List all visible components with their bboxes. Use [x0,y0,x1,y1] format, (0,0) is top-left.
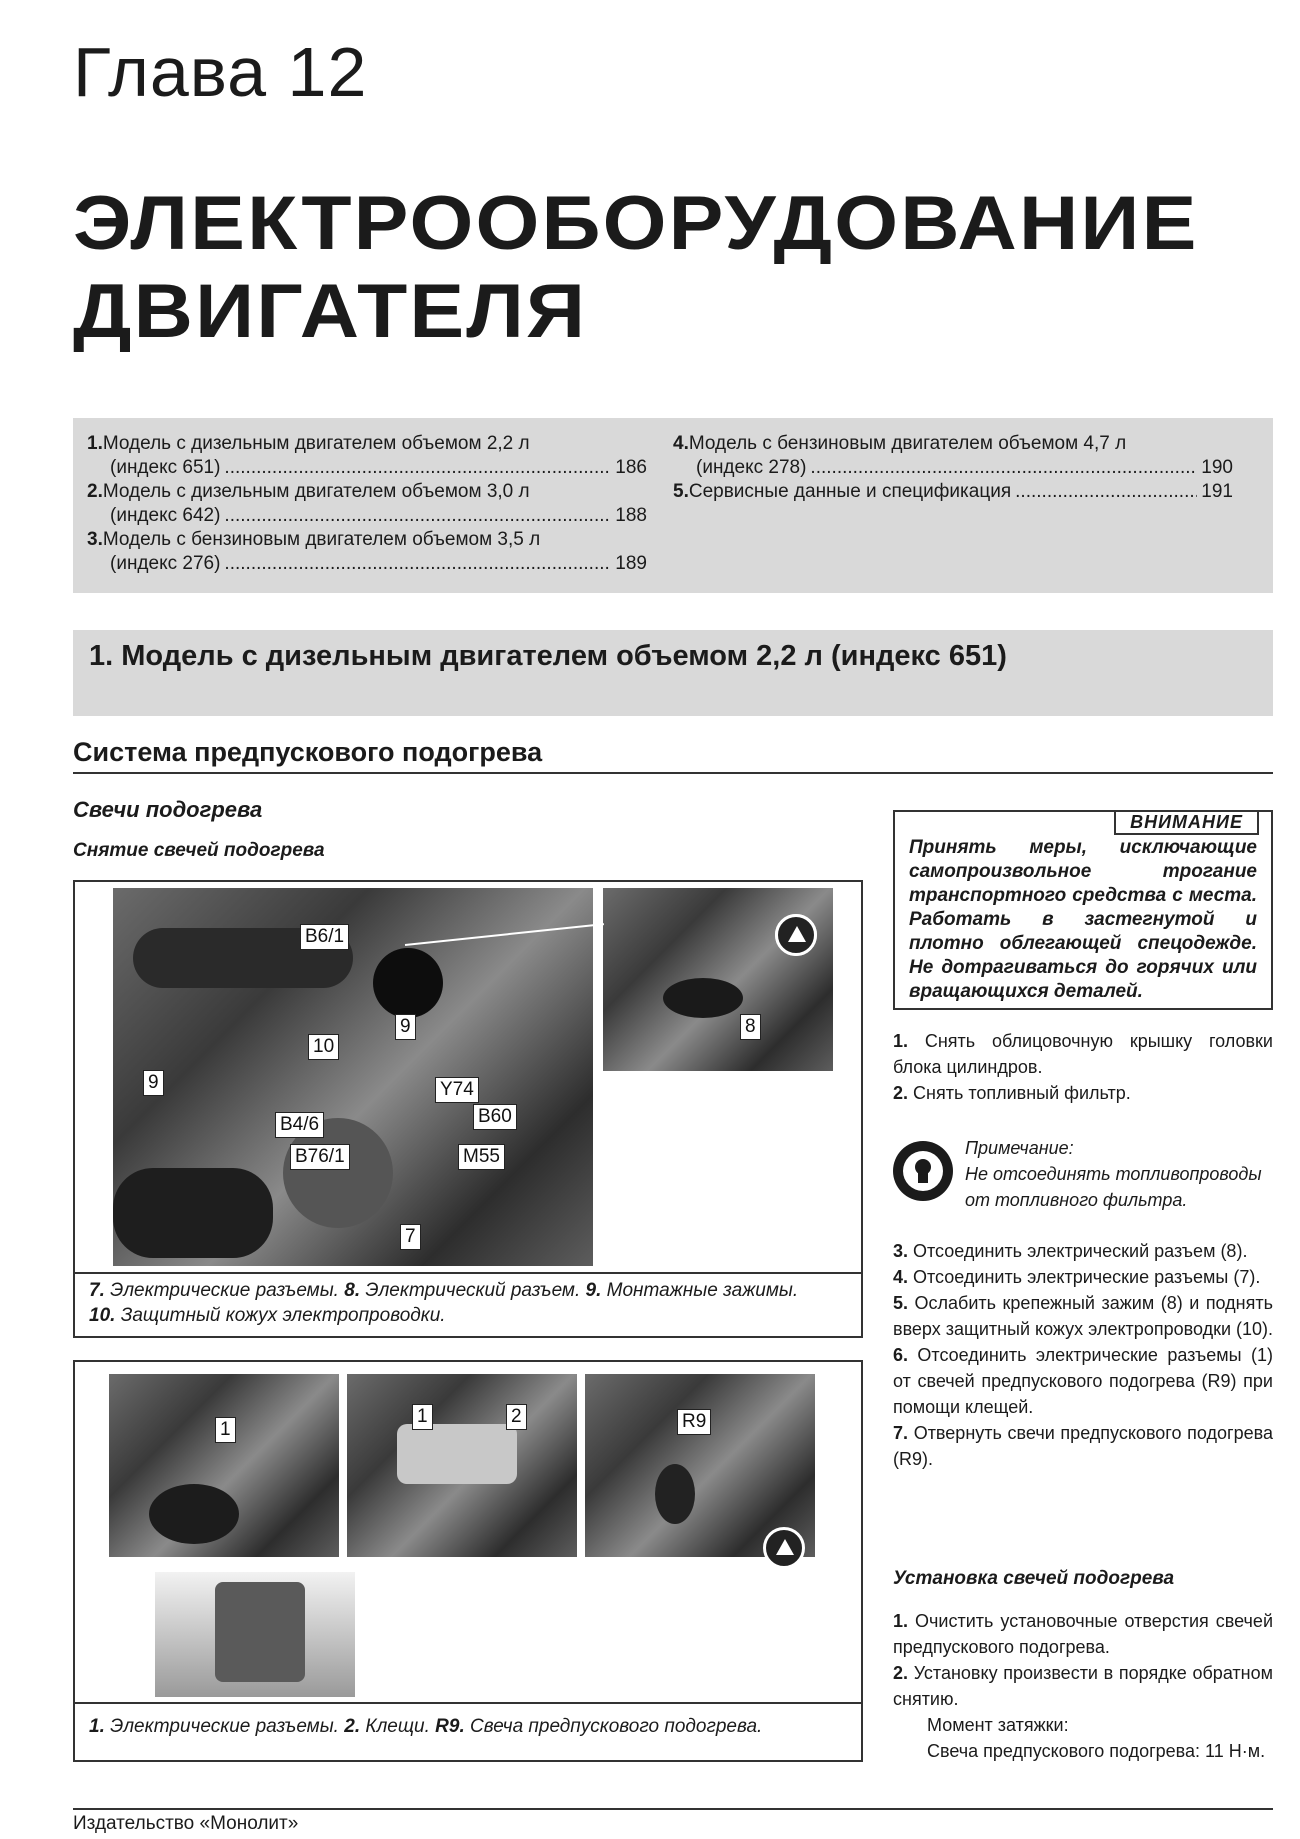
callout-label: R9 [677,1409,711,1435]
toc-item-page: 190 [1201,457,1233,478]
caption-text: Электрические разъемы. [104,1716,345,1737]
caption-text: Клещи. [360,1716,436,1737]
warning-title: ВНИМАНИЕ [1114,810,1259,835]
subsection-heading: Система предпускового подогрева [73,737,543,767]
step-text: Очистить установочные отверстия свечей предпускового подогрева. [893,1611,1273,1657]
callout-label: 8 [740,1014,761,1040]
chapter-title-line1: ЭЛЕКТРООБОРУДОВАНИЕ [73,181,1199,266]
toc-item[interactable] [673,480,1233,504]
caption-number: 1. [89,1716,105,1737]
note-text: Не отсоединять топливопроводы от топливного фильтра. [965,1164,1262,1210]
figure-caption [89,1714,849,1739]
chapter-number: Глава 12 [73,33,368,111]
callout-label: B6/1 [300,924,349,950]
caption-text: Электрические разъемы. [104,1280,345,1301]
caption-text: Защитный кожух электропроводки. [115,1305,446,1326]
toc-item-number: 4. [673,433,689,454]
toc-item[interactable] [673,432,1233,480]
callout-label: 2 [506,1404,527,1430]
torque-label: Момент затяжки: [927,1715,1069,1735]
warning-text: Принять меры, исключающие самопроизвольное трогание транспортного средства с места. Работать в застегнутой и плотно облегающей спецодежде. Не дотрагиваться до горячих или вращающихся деталей. [909,837,1257,1002]
caption-divider [75,1702,861,1704]
step-item [893,1608,1273,1660]
step-number: 7. [893,1423,909,1443]
pliers-photo [347,1374,577,1557]
step-text: Снять облицовочную крышку головки блока цилиндров. [893,1031,1273,1077]
lift-warning-icon [775,914,817,956]
toc-item-title: Модель с бензиновым двигателем объемом 4,7 л [688,433,1127,454]
step-number: 1. [893,1611,909,1631]
callout-label: B60 [473,1104,517,1130]
step-text: Ослабить крепежный зажим (8) и поднять вверх защитный кожух электропроводки (10). [893,1293,1274,1339]
heading-removal: Снятие свечей подогрева [73,840,325,861]
step-text: Отсоединить электрические разъемы (7). [908,1267,1261,1287]
lightbulb-icon [893,1141,953,1201]
caption-number: 10. [89,1305,116,1326]
callout-label: Y74 [435,1077,479,1103]
toc-item-title: Модель с бензиновым двигателем объемом 3,5 л [102,529,541,550]
toc-item[interactable] [87,480,647,528]
figure-engine-overview [73,880,863,1338]
table-of-contents [73,418,1273,593]
toc-item[interactable] [87,528,647,576]
caption-number: R9. [435,1716,465,1737]
toc-item[interactable] [87,432,647,480]
toc-item-index: (индекс 278) [696,457,807,478]
toc-item-page: 186 [615,457,647,478]
callout-label: B76/1 [290,1144,350,1170]
step-number: 2. [893,1663,909,1683]
caption-number: 7. [89,1280,105,1301]
caption-number: 8. [344,1280,361,1301]
steps-list [893,1028,1273,1106]
step-number: 6. [893,1345,909,1365]
note-content [965,1135,1273,1213]
step-item [893,1290,1273,1342]
toc-right-column [673,432,1259,579]
step-item [893,1238,1273,1264]
section-title: 1. Модель с дизельным двигателем объемом 2,2 л (индекс 651) [73,630,1273,716]
step-item [893,1660,1273,1712]
figure-glow-plugs [73,1360,863,1762]
toc-item-number: 1. [87,433,103,454]
step-text: Отсоединить электрические разъемы (1) от свечей предпускового подогрева (R9) при помощи клещей. [893,1345,1273,1417]
note-block [893,1135,1273,1230]
step-item [893,1420,1273,1472]
step-item [893,1342,1273,1420]
toc-item-title: Сервисные данные и спецификация [688,481,1012,502]
footer-divider [73,1808,1273,1810]
note-label: Примечание: [965,1138,1074,1158]
toc-left-column [87,432,673,579]
engine-photo [113,888,593,1266]
callout-label: 9 [395,1014,416,1040]
caption-number: 9. [585,1280,602,1301]
step-text: Отсоединить электрический разъем (8). [908,1241,1248,1261]
toc-item-index: (индекс 642) [110,505,221,526]
warning-box [893,810,1273,1010]
callout-label: 1 [412,1404,433,1430]
caption-divider [75,1272,861,1274]
step-text: Снять топливный фильтр. [908,1083,1131,1103]
callout-label: B4/6 [275,1112,324,1138]
connectors-photo [109,1374,339,1557]
subsection-divider [73,772,1273,774]
step-number: 4. [893,1267,909,1287]
toc-item-page: 188 [615,505,647,526]
figure-caption [89,1278,849,1328]
callout-label: M55 [458,1144,505,1170]
steps-list [893,1608,1273,1764]
callout-label: 1 [215,1417,236,1443]
step-item [893,1028,1273,1080]
heading-glow-plugs: Свечи подогрева [73,797,263,822]
publisher-footer: Издательство «Монолит» [73,1813,299,1834]
lift-warning-icon [763,1527,805,1569]
toc-item-number: 2. [87,481,103,502]
step-number: 1. [893,1031,909,1051]
caption-text: Электрический разъем. [360,1280,586,1301]
toc-item-index: (индекс 651) [110,457,221,478]
step-number: 2. [893,1083,909,1103]
toc-item-title: Модель с дизельным двигателем объемом 2,2 л [102,433,530,454]
callout-label: 9 [143,1070,164,1096]
steps-list [893,1238,1273,1472]
step-text: Установку произвести в порядке обратном снятию. [893,1663,1273,1709]
heading-installation: Установка свечей подогрева [893,1568,1175,1589]
step-number: 3. [893,1241,909,1261]
toc-item-number: 3. [87,529,103,550]
step-item [893,1264,1273,1290]
step-text: Отвернуть свечи предпускового подогрева (R9). [893,1423,1273,1469]
toc-item-number: 5. [673,481,689,502]
step-item [893,1080,1273,1106]
step-number: 5. [893,1293,909,1313]
toc-item-page: 191 [1201,481,1233,502]
caption-text: Монтажные зажимы. [601,1280,799,1301]
toc-item-title: Модель с дизельным двигателем объемом 3,0 л [102,481,530,502]
toc-item-page: 189 [615,553,647,574]
engine-diagram-photo [155,1572,355,1697]
chapter-title [73,180,1199,356]
callout-label: 10 [308,1034,339,1060]
toc-item-index: (индекс 276) [110,553,221,574]
caption-text: Свеча предпускового подогрева. [464,1716,763,1737]
callout-label: 7 [400,1224,421,1250]
torque-text: Свеча предпускового подогрева: 11 Н·м. [927,1741,1266,1761]
chapter-title-line2: ДВИГАТЕЛЯ [73,269,588,354]
caption-number: 2. [344,1716,361,1737]
